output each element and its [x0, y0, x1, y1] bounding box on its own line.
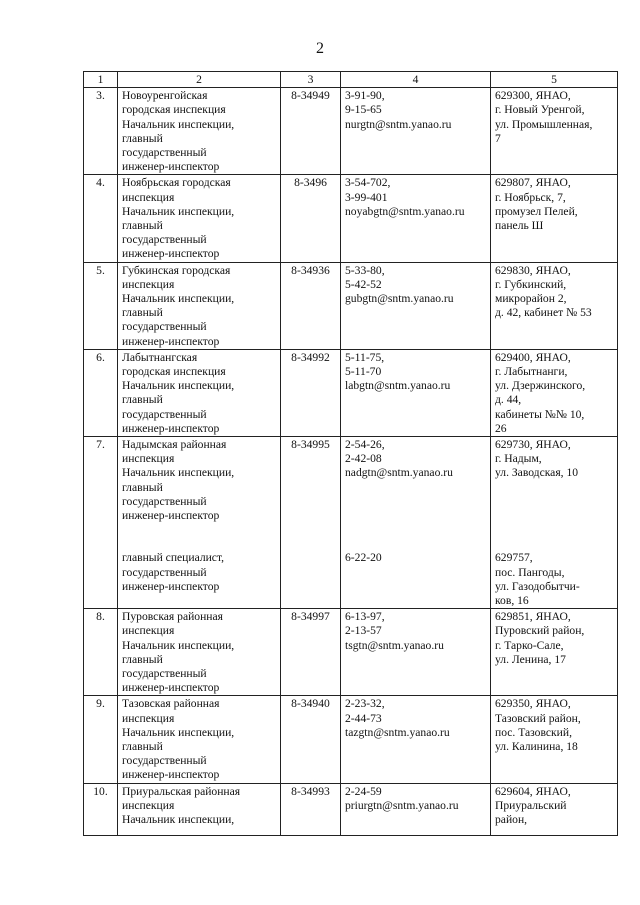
column-header-address: 5 — [491, 72, 618, 88]
page-number: 2 — [316, 40, 324, 57]
contact-line: nadgtn@sntm.yanao.ru — [345, 466, 453, 480]
address-line: ул. Заводская, 10 — [495, 466, 579, 480]
contacts-cell — [341, 88, 491, 175]
address-line: д. 44, — [495, 393, 522, 407]
contact-line: gubgtn@sntm.yanao.ru — [345, 292, 454, 306]
contact-line: 5-11-75, — [345, 350, 385, 364]
address-line: 629300, ЯНАО, — [495, 89, 571, 103]
contacts-cell — [341, 696, 491, 783]
contact-line: 2-24-59 — [345, 784, 382, 798]
phone-code-cell: 8-34936 — [281, 262, 341, 349]
address-line: ул. Ленина, 17 — [495, 652, 566, 666]
inspection-name-line: государственный — [122, 565, 207, 579]
contact-line: labgtn@sntm.yanao.ru — [345, 379, 451, 393]
contacts-cell — [341, 609, 491, 696]
address-line: Тазовский район, — [495, 711, 581, 725]
table-row — [84, 262, 618, 349]
address-cell — [491, 175, 618, 262]
inspection-name-cell — [118, 262, 281, 349]
row-number: 5. — [84, 262, 118, 349]
address-line: г. Новый Уренгой, — [495, 103, 585, 117]
inspection-name-line: государственный — [122, 233, 207, 247]
inspections-table — [83, 71, 618, 836]
contact-line: 2-42-08 — [345, 452, 382, 466]
inspection-name-cell — [118, 696, 281, 783]
inspection-name-line: главный — [122, 480, 163, 494]
phone-code-cell: 8-3496 — [281, 175, 341, 262]
inspection-name-line: инспекция — [122, 798, 175, 812]
inspection-name-line: Начальник инспекции, — [122, 292, 235, 306]
address-line: Приуральский — [495, 798, 567, 812]
contact-line: 2-44-73 — [345, 711, 382, 725]
contact-line: 6-22-20 — [345, 551, 382, 565]
column-header-code: 3 — [281, 72, 341, 88]
contacts-cell — [341, 349, 491, 436]
address-line: ул. Дзержинского, — [495, 379, 586, 393]
table-row — [84, 349, 618, 436]
cell-spacer — [495, 495, 613, 509]
inspection-name-line: государственный — [122, 754, 207, 768]
inspection-name-cell — [118, 349, 281, 436]
contact-line: 3-54-702, — [345, 176, 391, 190]
address-line: 629604, ЯНАО, — [495, 784, 571, 798]
header-row — [84, 72, 618, 88]
cell-spacer — [345, 495, 486, 509]
contact-line: 5-33-80, — [345, 263, 385, 277]
inspection-name-line: Приуральская районная — [122, 784, 241, 798]
table-body — [84, 88, 618, 835]
address-line: пос. Пангоды, — [495, 565, 565, 579]
contact-line: 2-13-57 — [345, 624, 382, 638]
row-number: 7. — [84, 437, 118, 609]
contacts-cell — [341, 437, 491, 609]
address-line: 7 — [495, 131, 501, 145]
address-cell — [491, 88, 618, 175]
address-line: микрорайон 2, — [495, 292, 567, 306]
inspection-name-line: городская инспекция — [122, 365, 226, 379]
inspection-name-line: Начальник инспекции, — [122, 204, 235, 218]
inspection-name-line: инспекция — [122, 277, 175, 291]
contact-line: nurgtn@sntm.yanao.ru — [345, 117, 452, 131]
cell-spacer — [345, 481, 486, 495]
phone-code-cell: 8-34993 — [281, 783, 341, 835]
inspection-name-line: главный — [122, 306, 163, 320]
contact-line: 2-54-26, — [345, 438, 385, 452]
inspection-name-line: Надымская районная — [122, 438, 227, 452]
inspection-name-line: Пуровская районная — [122, 610, 223, 624]
contact-line: tsgtn@sntm.yanao.ru — [345, 638, 444, 652]
inspection-name-line: инженер-инспектор — [122, 247, 220, 261]
address-line: 629400, ЯНАО, — [495, 350, 571, 364]
address-cell — [491, 437, 618, 609]
address-line: 629730, ЯНАО, — [495, 438, 571, 452]
contact-line: tazgtn@sntm.yanao.ru — [345, 725, 450, 739]
address-line: д. 42, кабинет № 53 — [495, 306, 592, 320]
inspection-name-line: Лабытнангская — [122, 350, 198, 364]
inspection-name-line: Начальник инспекции, — [122, 725, 235, 739]
inspection-name-line: Начальник инспекции, — [122, 117, 235, 131]
inspection-name-line: инженер-инспектор — [122, 160, 220, 174]
contacts-cell — [341, 262, 491, 349]
address-line: г. Губкинский, — [495, 277, 567, 291]
inspection-name-line: Тазовская районная — [122, 697, 220, 711]
row-number: 4. — [84, 175, 118, 262]
inspection-name-line: инженер-инспектор — [122, 509, 220, 523]
contact-line: noyabgtn@sntm.yanao.ru — [345, 204, 465, 218]
address-cell — [491, 783, 618, 835]
row-number: 9. — [84, 696, 118, 783]
inspection-name-line: главный — [122, 739, 163, 753]
inspection-name-line: Губкинская городская — [122, 263, 231, 277]
inspection-name-line: главный — [122, 652, 163, 666]
inspection-name-line: инспекция — [122, 190, 175, 204]
row-number: 6. — [84, 349, 118, 436]
address-line: ул. Промышленная, — [495, 117, 593, 131]
address-cell — [491, 349, 618, 436]
inspection-name-cell — [118, 609, 281, 696]
phone-code-cell: 8-34949 — [281, 88, 341, 175]
inspection-name-line: главный — [122, 393, 163, 407]
column-header-name: 2 — [118, 72, 281, 88]
table-row — [84, 437, 618, 609]
cell-spacer — [495, 509, 613, 523]
inspection-name-line: инженер-инспектор — [122, 768, 220, 782]
address-line: Пуровский район, — [495, 624, 585, 638]
address-line: ков, 16 — [495, 593, 529, 607]
contact-line: 3-99-401 — [345, 190, 388, 204]
address-line: ул. Газодобытчи- — [495, 579, 580, 593]
inspection-name-line: главный — [122, 219, 163, 233]
inspection-name-line: инженер-инспектор — [122, 334, 220, 348]
inspection-name-line: государственный — [122, 494, 207, 508]
address-cell — [491, 609, 618, 696]
inspection-name-line: главный — [122, 131, 163, 145]
inspection-name-line: Начальник инспекции, — [122, 812, 235, 826]
address-cell — [491, 262, 618, 349]
table-row — [84, 609, 618, 696]
inspection-name-cell — [118, 783, 281, 835]
address-line: панель Ш — [495, 219, 544, 233]
address-line: 629830, ЯНАО, — [495, 263, 571, 277]
inspection-name-line: Начальник инспекции, — [122, 379, 235, 393]
inspection-name-line: государственный — [122, 407, 207, 421]
phone-code-cell: 8-34992 — [281, 349, 341, 436]
inspection-name-line: Ноябрьская городская — [122, 176, 231, 190]
contact-line: 9-15-65 — [345, 103, 382, 117]
row-number: 10. — [84, 783, 118, 835]
inspection-name-line: Новоуренгойская — [122, 89, 208, 103]
address-line: промузел Пелей, — [495, 204, 578, 218]
phone-code-cell: 8-34995 — [281, 437, 341, 609]
column-header-number: 1 — [84, 72, 118, 88]
address-line: 629757, — [495, 551, 533, 565]
inspection-name-cell — [118, 88, 281, 175]
contact-line: priurgtn@sntm.yanao.ru — [345, 798, 459, 812]
contact-line: 6-13-97, — [345, 610, 385, 624]
column-header-contacts: 4 — [341, 72, 491, 88]
inspection-name-line: государственный — [122, 146, 207, 160]
address-line: кабинеты №№ 10, — [495, 407, 585, 421]
address-cell — [491, 696, 618, 783]
inspection-name-line: Начальник инспекции, — [122, 466, 235, 480]
inspection-name-line: инспекция — [122, 452, 175, 466]
row-number: 8. — [84, 609, 118, 696]
address-line: 629807, ЯНАО, — [495, 176, 571, 190]
address-line: г. Ноябрьск, 7, — [495, 190, 566, 204]
inspection-name-line: государственный — [122, 320, 207, 334]
row-number: 3. — [84, 88, 118, 175]
address-line: пос. Тазовский, — [495, 725, 572, 739]
contact-line: 2-23-32, — [345, 697, 385, 711]
inspection-name-cell — [118, 175, 281, 262]
cell-spacer — [495, 481, 613, 495]
inspection-name-line: инспекция — [122, 711, 175, 725]
address-line: 629851, ЯНАО, — [495, 610, 571, 624]
address-line: г. Тарко-Сале, — [495, 638, 564, 652]
inspection-name-line: инспекция — [122, 624, 175, 638]
cell-spacer — [495, 523, 613, 551]
inspection-name-cell — [118, 437, 281, 609]
address-line: ул. Калинина, 18 — [495, 739, 578, 753]
phone-code-cell: 8-34997 — [281, 609, 341, 696]
table-row — [84, 175, 618, 262]
inspection-name-line: инженер-инспектор — [122, 579, 220, 593]
inspection-name-line: Начальник инспекции, — [122, 638, 235, 652]
phone-code-cell: 8-34940 — [281, 696, 341, 783]
contacts-cell — [341, 783, 491, 835]
contact-line: 3-91-90, — [345, 89, 385, 103]
contact-line: 5-42-52 — [345, 277, 382, 291]
table-row — [84, 696, 618, 783]
contact-line: 5-11-70 — [345, 365, 382, 379]
table-row — [84, 88, 618, 175]
address-line: г. Надым, — [495, 452, 542, 466]
address-line: 26 — [495, 421, 507, 435]
cell-spacer — [345, 523, 486, 551]
inspection-name-line: государственный — [122, 666, 207, 680]
inspection-name-line: главный специалист, — [122, 551, 225, 565]
contacts-cell — [341, 175, 491, 262]
table-row — [84, 783, 618, 835]
inspection-name-line: инженер-инспектор — [122, 421, 220, 435]
address-line: 629350, ЯНАО, — [495, 697, 571, 711]
cell-spacer — [122, 523, 276, 551]
cell-spacer — [345, 509, 486, 523]
address-line: район, — [495, 812, 528, 826]
address-line: г. Лабытнанги, — [495, 365, 568, 379]
inspection-name-line: инженер-инспектор — [122, 681, 220, 695]
inspection-name-line: городская инспекция — [122, 103, 226, 117]
